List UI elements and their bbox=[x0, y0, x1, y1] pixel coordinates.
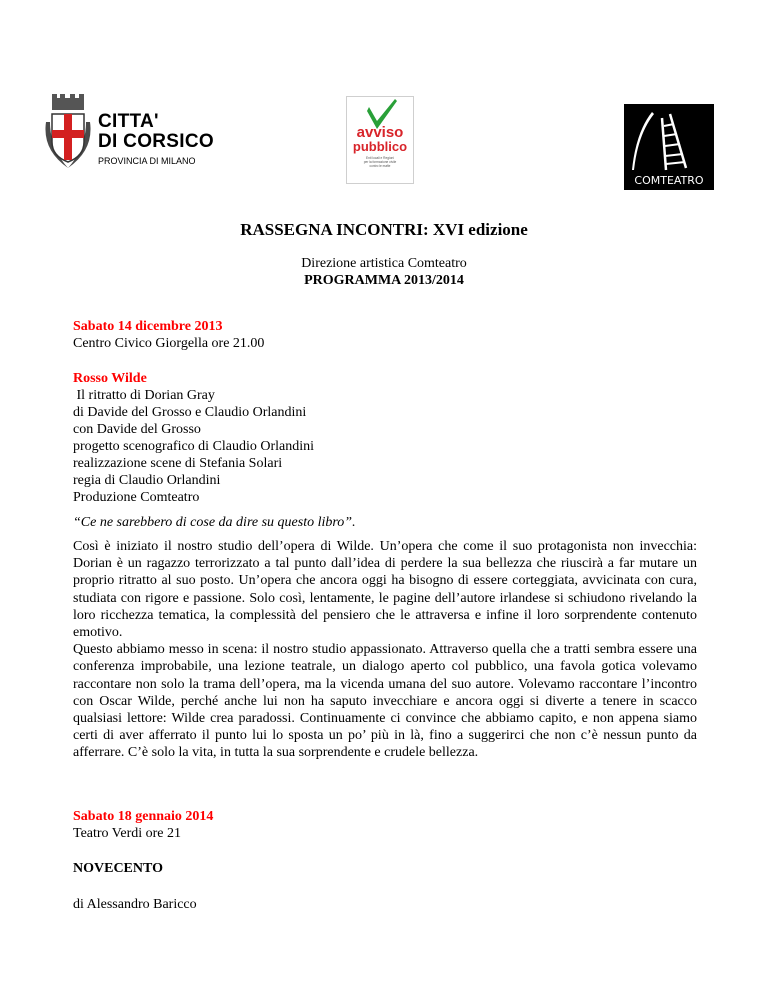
programme-heading: PROGRAMMA 2013/2014 bbox=[304, 273, 464, 288]
event1-show-title: Rosso Wilde bbox=[73, 371, 147, 386]
comteatro-logo bbox=[624, 104, 714, 190]
comteatro-label: COMTEATRO bbox=[634, 174, 704, 187]
comteatro-ladder-icon bbox=[624, 104, 714, 190]
page-title: RASSEGNA INCONTRI: XVI edizione bbox=[240, 220, 528, 239]
corsico-logo-line2: DI CORSICO bbox=[98, 131, 214, 152]
corsico-logo-line3: PROVINCIA DI MILANO bbox=[98, 156, 196, 166]
svg-text:contro le mafie: contro le mafie bbox=[369, 164, 391, 168]
credit-line: di Davide del Grosso e Claudio Orlandini bbox=[73, 405, 307, 420]
citta-di-corsico-logo bbox=[40, 92, 220, 172]
artistic-direction: Direzione artistica Comteatro bbox=[301, 256, 467, 271]
credit-line: Il ritratto di Dorian Gray bbox=[73, 388, 215, 403]
description-paragraph: Così è iniziato il nostro studio dell’opera di Wilde. Un’opera che come il suo protagonista non invecchia: Dorian è un ragazzo terrorizzato a tal punto dall’idea di perdere la sua bellezza che riuscirà a far mutare un proprio ritratto al suo posto. Un’opera che ancora oggi ha bisogno di essere corteggiata, avvicinata con cura, studiata con rigore e passione. Solo così, lentamente, le pagine dell’autore irlandese si schiudono rivelando la loro ricchezza tematica, la complessità del pensiero che le attraversa e infine il loro sorprendente contenuto emotivo. bbox=[73, 539, 697, 641]
corsico-logo-line1: CITTA' bbox=[98, 111, 159, 132]
event2-venue: Teatro Verdi ore 21 bbox=[73, 826, 182, 841]
svg-text:Enti locali e Regioni: Enti locali e Regioni bbox=[366, 156, 394, 160]
credit-line: realizzazione scene di Stefania Solari bbox=[73, 456, 283, 471]
event2-header bbox=[73, 808, 697, 842]
corsico-crest-icon bbox=[40, 92, 96, 172]
avviso-pubblico-mark-icon bbox=[347, 97, 413, 183]
event1-credits bbox=[73, 370, 697, 506]
avviso-pubblico-logo bbox=[346, 96, 414, 184]
avviso-word: avviso bbox=[356, 124, 404, 141]
event1-description bbox=[73, 538, 697, 762]
description-paragraph: Questo abbiamo messo in scena: il nostro studio appassionato. Attraverso quella che a tratti sembra essere una conferenza improbabile, una lezione teatrale, un dialogo aperto col pubblico, una favola gotica volevamo raccontare non solo la trama dell’opera, ma la vicenda umana del suo autore. Volevamo raccontare l’incontro con Oscar Wilde, perché anche lui non ha saputo invecchiare e ancora oggi si diverte a tenere in scacco qualsiasi lettore: Wilde crea paradossi. Continuamente ci convince che abbiamo capito, e non appena siamo certi di aver afferrato il punto lui lo sposta un po’ più in là, fino a suggerirci che non c’è nessun punto da afferrare. C’è solo la vita, in tutta la sua sorprendente e crudele bellezza. bbox=[73, 642, 697, 761]
credit-line: regia di Claudio Orlandini bbox=[73, 473, 221, 488]
credit-line: Produzione Comteatro bbox=[73, 490, 200, 505]
credit-line: con Davide del Grosso bbox=[73, 422, 201, 437]
event2-author: di Alessandro Baricco bbox=[73, 897, 197, 912]
event2-show-title: NOVECENTO bbox=[73, 861, 163, 876]
event1-quote: “Ce ne sarebbero di cose da dire su questo libro”. bbox=[73, 515, 356, 530]
event1-date: Sabato 14 dicembre 2013 bbox=[73, 319, 223, 334]
svg-text:per la formazione civile: per la formazione civile bbox=[363, 160, 397, 164]
event2-date: Sabato 18 gennaio 2014 bbox=[73, 809, 214, 824]
credit-line: progetto scenografico di Claudio Orlandini bbox=[73, 439, 315, 454]
pubblico-word: pubblico bbox=[352, 139, 408, 154]
event1-venue: Centro Civico Giorgella ore 21.00 bbox=[73, 336, 265, 351]
event1-header bbox=[73, 318, 697, 352]
